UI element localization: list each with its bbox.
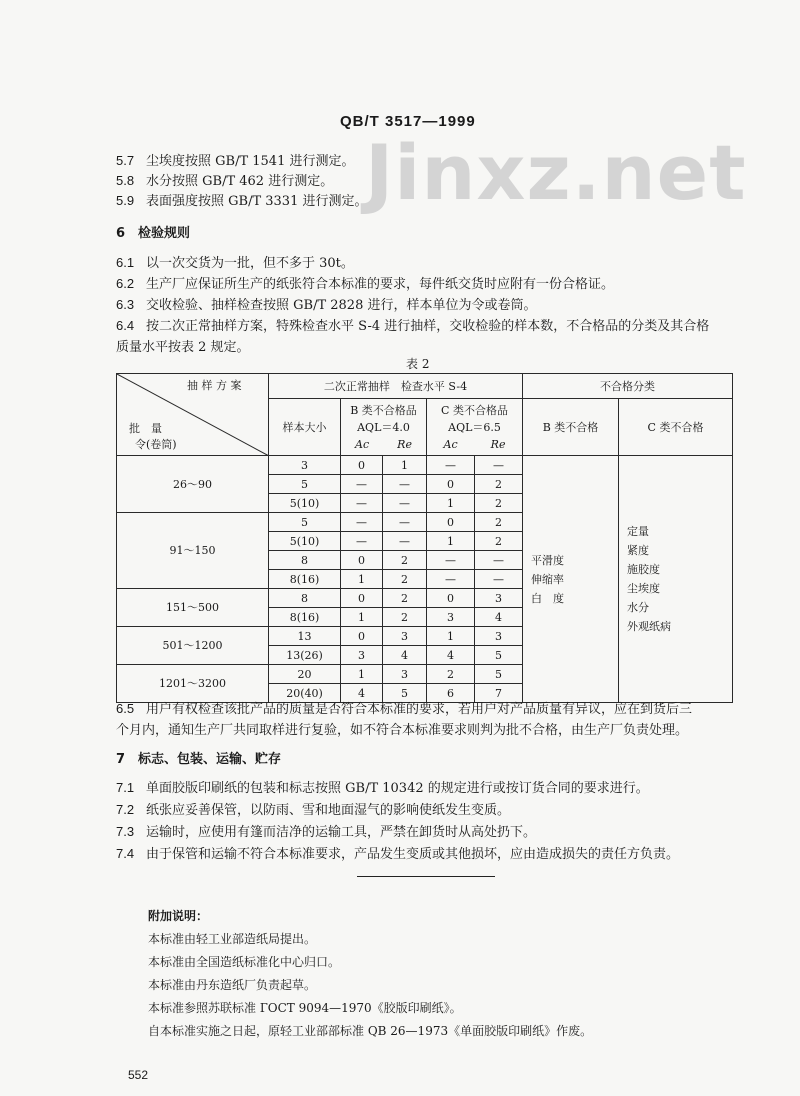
re-label: Re [397, 437, 412, 451]
re-label: Re [490, 437, 506, 451]
value-cell-bre: 5 [383, 684, 427, 703]
clause-6-4 [116, 315, 709, 334]
value-cell-cac: 4 [427, 646, 475, 665]
value-cell-bac: 1 [341, 608, 383, 627]
value-cell-bre: 2 [383, 608, 427, 627]
clause-6-4-continued: 质量水平按表 2 规定。 [116, 340, 250, 355]
clause-number: 5.9 [116, 193, 135, 208]
value-cell-cac: — [427, 551, 475, 570]
value-cell-bac: — [341, 494, 383, 513]
clause-6-1 [116, 252, 354, 271]
value-cell-bre: 4 [383, 646, 427, 665]
section-title: 检验规则 [138, 226, 191, 241]
value-cell-bre: — [383, 475, 427, 494]
clause-text: 纸张应妥善保管，以防雨、雪和地面湿气的影响使纸发生变质。 [146, 803, 511, 818]
section-title: 标志、包装、运输、贮存 [138, 752, 282, 767]
value-cell-bac: 1 [341, 570, 383, 589]
clause-number: 7.2 [116, 802, 135, 817]
value-cell-bac: 0 [341, 589, 383, 608]
clause-6-5-continued: 个月内，通知生产厂共同取样进行复验，如不符合本标准要求则判为批不合格，由生产厂负责处理。 [116, 723, 689, 738]
sample-size-cell: 3 [269, 456, 341, 475]
value-cell-cre: 3 [475, 589, 523, 608]
note-item: 本标准由全国造纸标准化中心归口。 [148, 955, 341, 969]
section-number: 7 [116, 752, 126, 767]
sample-size-cell: 13 [269, 627, 341, 646]
value-cell-bre: 2 [383, 551, 427, 570]
header-c-class [427, 399, 523, 456]
clause-5-7 [116, 150, 354, 169]
value-cell-cac: 3 [427, 608, 475, 627]
clause-text: 由于保管和运输不符合本标准要求，产品发生变质或其他损坏，应由造成损失的责任方负责。 [146, 847, 680, 862]
value-cell-cac: 2 [427, 665, 475, 684]
c-class-label: C 类不合格品 [441, 403, 508, 417]
page-number: 552 [128, 1068, 149, 1082]
divider-line [357, 876, 495, 877]
clause-6-5 [116, 698, 692, 717]
clause-number: 5.8 [116, 173, 135, 188]
sample-size-cell: 8(16) [269, 570, 341, 589]
lot-size-cell: 91～150 [117, 513, 269, 589]
section-number: 6 [116, 226, 126, 241]
sample-size-cell: 8 [269, 551, 341, 570]
clause-text: 以一次交货为一批，但不多于 30t。 [146, 256, 354, 271]
value-cell-cac: — [427, 456, 475, 475]
sample-size-cell: 5(10) [269, 494, 341, 513]
c-defect-item: 尘埃度 [627, 582, 661, 595]
value-cell-cre: 2 [475, 513, 523, 532]
c-class-aql: AQL＝6.5 [448, 420, 501, 434]
clause-number: 6.1 [116, 255, 135, 270]
value-cell-bre: 3 [383, 627, 427, 646]
sample-size-cell: 13(26) [269, 646, 341, 665]
sampling-table [116, 373, 733, 703]
header-sample-size: 样本大小 [269, 399, 341, 456]
sample-size-cell: 20 [269, 665, 341, 684]
value-cell-cre: 2 [475, 494, 523, 513]
value-cell-cre: — [475, 551, 523, 570]
note-item: 本标准由丹东造纸厂负责起草。 [148, 978, 317, 992]
clause-number: 7.3 [116, 824, 135, 839]
table-row [117, 456, 733, 475]
value-cell-bre: — [383, 532, 427, 551]
value-cell-cre: 4 [475, 608, 523, 627]
value-cell-bac: 0 [341, 627, 383, 646]
value-cell-cac: 6 [427, 684, 475, 703]
value-cell-cac: 1 [427, 532, 475, 551]
lot-size-cell: 1201～3200 [117, 665, 269, 703]
value-cell-bac: 0 [341, 551, 383, 570]
table-caption: 表 2 [406, 357, 430, 371]
clause-number: 6.4 [116, 318, 135, 333]
clause-number: 6.5 [116, 701, 135, 716]
clause-text: 运输时，应使用有篷而洁净的运输工具，严禁在卸货时从高处扔下。 [146, 825, 537, 840]
sample-size-cell: 5(10) [269, 532, 341, 551]
sample-size-cell: 8 [269, 589, 341, 608]
clause-number: 6.3 [116, 297, 135, 312]
clause-text: 用户有权检查该批产品的质量是否符合本标准的要求，若用户对产品质量有异议，应在到货后三 [146, 702, 693, 717]
value-cell-cre: 7 [475, 684, 523, 703]
lot-size-cell: 501～1200 [117, 627, 269, 665]
clause-6-3 [116, 294, 536, 313]
c-defect-item: 施胶度 [627, 563, 661, 576]
notes-title: 附加说明： [148, 909, 209, 923]
sample-size-cell: 8(16) [269, 608, 341, 627]
value-cell-bre: 2 [383, 570, 427, 589]
ac-label: Ac [443, 437, 458, 451]
value-cell-cac: 1 [427, 494, 475, 513]
c-defect-list [619, 456, 733, 703]
clause-7-2 [116, 799, 510, 818]
diagonal-header-cell [117, 374, 269, 456]
b-defect-item: 白 度 [531, 591, 565, 605]
clause-text: 尘埃度按照 GB/T 1541 进行测定。 [146, 154, 355, 169]
header-c-defect: C 类不合格 [619, 399, 733, 456]
sample-size-cell: 5 [269, 513, 341, 532]
note-item: 本标准由轻工业部造纸局提出。 [148, 932, 317, 946]
clause-7-3 [116, 821, 536, 840]
clause-5-8 [116, 170, 333, 189]
value-cell-cre: 5 [475, 665, 523, 684]
lot-size-cell: 151～500 [117, 589, 269, 627]
clause-number: 6.2 [116, 276, 135, 291]
c-defect-item: 定量 [627, 525, 650, 538]
c-defect-item: 外观纸病 [627, 620, 672, 633]
value-cell-cac: 1 [427, 627, 475, 646]
value-cell-cre: 5 [475, 646, 523, 665]
clause-text: 表面强度按照 GB/T 3331 进行测定。 [146, 194, 368, 209]
clause-number: 5.7 [116, 153, 135, 168]
b-class-label: B 类不合格品 [350, 403, 417, 417]
diagonal-bottom-label: 批 量 [129, 422, 162, 435]
b-defect-item: 平滑度 [531, 553, 565, 567]
value-cell-cac: 0 [427, 475, 475, 494]
clause-text: 水分按照 GB/T 462 进行测定。 [146, 174, 334, 189]
b-class-aql: AQL＝4.0 [357, 420, 410, 434]
watermark: Jinxz.net [365, 128, 747, 217]
value-cell-bac: — [341, 475, 383, 494]
value-cell-cre: 2 [475, 475, 523, 494]
value-cell-bac: 4 [341, 684, 383, 703]
lot-size-cell: 26～90 [117, 456, 269, 513]
c-defect-item: 紧度 [627, 544, 650, 557]
value-cell-bre: 2 [383, 589, 427, 608]
c-defect-item: 水分 [627, 601, 650, 614]
value-cell-bac: — [341, 532, 383, 551]
group-header-defect: 不合格分类 [523, 374, 733, 399]
value-cell-bac: 1 [341, 665, 383, 684]
clause-6-2 [116, 273, 614, 292]
clause-number: 7.1 [116, 780, 135, 795]
value-cell-bre: 1 [383, 456, 427, 475]
note-item: 自本标准实施之日起，原轻工业部部标准 QB 26—1973《单面胶版印刷纸》作废。 [148, 1024, 593, 1038]
value-cell-cac: — [427, 570, 475, 589]
clause-text: 交收检验、抽样检查按照 GB/T 2828 进行，样本单位为令或卷筒。 [146, 298, 537, 313]
header-b-class [341, 399, 427, 456]
value-cell-cre: 2 [475, 532, 523, 551]
clause-text: 单面胶版印刷纸的包装和标志按照 GB/T 10342 的规定进行或按订货合同的要求进行。 [146, 781, 649, 796]
clause-number: 7.4 [116, 846, 135, 861]
group-header-sampling: 二次正常抽样 检查水平 S-4 [269, 374, 523, 399]
clause-text: 按二次正常抽样方案，特殊检查水平 S-4 进行抽样，交收检验的样本数，不合格品的分类及其合格 [146, 319, 710, 334]
value-cell-cre: 3 [475, 627, 523, 646]
note-item: 本标准参照苏联标准 ГОСТ 9094—1970《胶版印刷纸》。 [148, 1001, 462, 1015]
section-6-heading [116, 222, 190, 241]
b-defect-list [523, 456, 619, 703]
header-b-defect: B 类不合格 [523, 399, 619, 456]
page-header: QB/T 3517—1999 [340, 113, 476, 130]
diagonal-top-label: 抽 样 方 案 [187, 379, 242, 392]
value-cell-cac: 0 [427, 513, 475, 532]
diagonal-bottom-unit: 令(卷筒) [135, 438, 177, 451]
value-cell-bac: 3 [341, 646, 383, 665]
value-cell-cre: — [475, 570, 523, 589]
value-cell-cre: — [475, 456, 523, 475]
ac-label: Ac [355, 437, 370, 451]
value-cell-bre: — [383, 494, 427, 513]
value-cell-bre: 3 [383, 665, 427, 684]
clause-7-4 [116, 843, 679, 862]
sample-size-cell: 5 [269, 475, 341, 494]
value-cell-bre: — [383, 513, 427, 532]
value-cell-bac: 0 [341, 456, 383, 475]
value-cell-cac: 0 [427, 589, 475, 608]
clause-5-9 [116, 190, 367, 209]
value-cell-bac: — [341, 513, 383, 532]
b-defect-item: 伸缩率 [531, 572, 565, 586]
clause-7-1 [116, 777, 649, 796]
clause-text: 生产厂应保证所生产的纸张符合本标准的要求，每件纸交货时应附有一份合格证。 [146, 277, 615, 292]
sample-size-cell: 20(40) [269, 684, 341, 703]
section-7-heading [116, 748, 281, 767]
